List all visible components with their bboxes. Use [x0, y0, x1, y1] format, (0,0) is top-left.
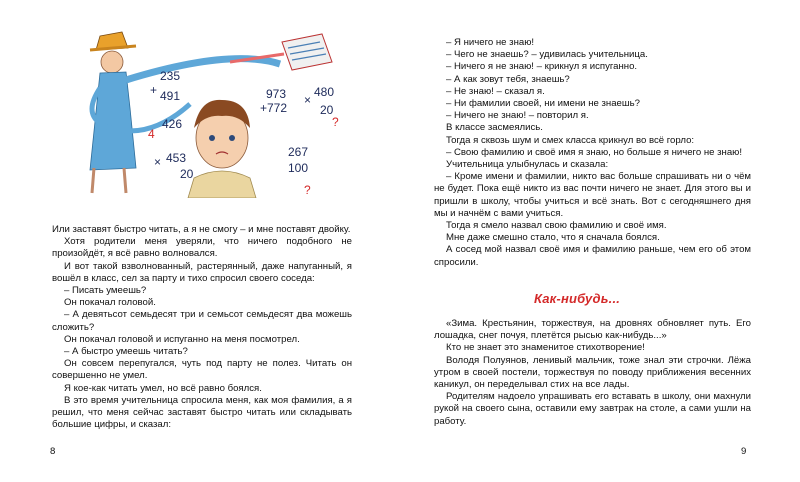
paragraph: Володя Полуянов, ленивый мальчик, тоже знал эти строчки. Лёжа утром в своей постели, торжествуя по поводу приближения весенних каникул, он переделывал стих на все лады.: [434, 354, 751, 391]
left-page-text: [52, 224, 352, 431]
paragraph: Мне даже смешно стало, что я сначала боялся.: [446, 232, 660, 244]
paragraph: – Чего не знаешь? – удивилась учительница.: [446, 49, 648, 61]
paragraph: И вот такой взволнованный, растерянный, даже напуганный, я вошёл в класс, сел за парту и тихо спросил своего соседа:: [52, 260, 352, 284]
paragraph: – А девятьсот семьдесят три и семьсот семьдесят два можешь сложить?: [52, 309, 352, 333]
svg-text:100: 100: [288, 161, 309, 175]
paragraph: – Я ничего не знаю!: [446, 37, 535, 48]
paragraph: Я кое-как читать умел, но всё равно боялся.: [64, 382, 262, 394]
paragraph: Он покачал головой и испуганно на меня посмотрел.: [64, 333, 300, 345]
paragraph: В классе засмеялись.: [446, 122, 543, 134]
svg-text:453: 453: [166, 151, 187, 165]
svg-text:+772: +772: [260, 101, 288, 115]
paragraph: В это время учительница спросила меня, как моя фамилия, а я решил, что меня сейчас заставят быстро читать или складывать большие цифры, и сказал:: [52, 394, 352, 431]
paragraph: – Свою фамилию и своё имя я знаю, но больше я ничего не знаю!: [446, 146, 743, 158]
svg-text:480: 480: [314, 85, 335, 99]
svg-text:×: ×: [154, 155, 162, 169]
svg-text:+: +: [150, 83, 158, 97]
boy-figure: [188, 100, 256, 198]
classroom-illustration: [70, 28, 380, 198]
paragraph: Или заставят быстро читать, а я не смогу – и мне поставят двойку.: [52, 224, 351, 235]
paragraph: – А как зовут тебя, знаешь?: [446, 73, 570, 85]
paragraph: – Писать умеешь?: [64, 285, 147, 297]
right-page-text-top: [434, 37, 751, 269]
svg-text:426: 426: [162, 117, 183, 131]
paragraph: – Ничего не знаю! – повторил я.: [446, 110, 589, 122]
paragraph: – А быстро умеешь читать?: [64, 346, 188, 358]
book-icon: [230, 34, 332, 70]
paragraph: Он покачал головой.: [64, 297, 156, 309]
svg-text:235: 235: [160, 69, 181, 83]
svg-text:20: 20: [180, 167, 194, 181]
paragraph: Кто не знает это знаменитое стихотворение!: [446, 342, 645, 354]
paragraph: Он совсем перепугался, чуть под парту не полез. Читать он совершенно не умел.: [52, 358, 352, 382]
page-number: 9: [741, 446, 747, 457]
paragraph: – Кроме имени и фамилии, никто вас больше спрашивать ни о чём не будет. Пока ещё никто из вас почти ничего не знает. Для этого вы и пришли в школу, чтобы учиться и всё знать. Вот с сегодняшнего дня мы и начнём с вами учиться.: [434, 171, 751, 219]
chapter-title: Как-нибудь...: [534, 291, 621, 306]
paragraph: Тогда я сквозь шум и смех класса крикнул во всё горло:: [446, 134, 695, 146]
paragraph: – Ничего я не знаю! – крикнул я испуганно.: [446, 61, 638, 73]
svg-text:20: 20: [320, 103, 334, 117]
page-number: 8: [50, 446, 56, 457]
right-page-text-bottom: [434, 318, 751, 428]
paragraph: – Не знаю! – сказал я.: [446, 85, 545, 97]
svg-text:4: 4: [148, 127, 155, 141]
svg-text:973: 973: [266, 87, 287, 101]
paragraph: Хотя родители меня уверяли, что ничего подобного не произойдёт, я всё равно волновался.: [52, 236, 352, 260]
paragraph: Родителям надоело упрашивать его вставать в школу, они махнули рукой на своего сына, оставили ему завтрак на столе, а сами ушли на работу.: [434, 391, 751, 427]
svg-text:491: 491: [160, 89, 181, 103]
paragraph: – Ни фамилии своей, ни имени не знаешь?: [446, 98, 640, 110]
paragraph: Тогда я смело назвал свою фамилию и своё имя.: [446, 220, 667, 232]
svg-text:?: ?: [332, 115, 339, 129]
svg-text:267: 267: [288, 145, 309, 159]
paragraph: А сосед мой назвал своё имя и фамилию раньше, чем его об этом спросили.: [434, 244, 751, 268]
paragraph: «Зима. Крестьянин, торжествуя, на дровнях обновляет путь. Его лошадка, снег почуя, плетётся рысью как-нибудь...»: [434, 318, 751, 342]
svg-text:?: ?: [304, 183, 311, 197]
svg-text:×: ×: [304, 93, 312, 107]
paragraph: Учительница улыбнулась и сказала:: [446, 159, 609, 171]
